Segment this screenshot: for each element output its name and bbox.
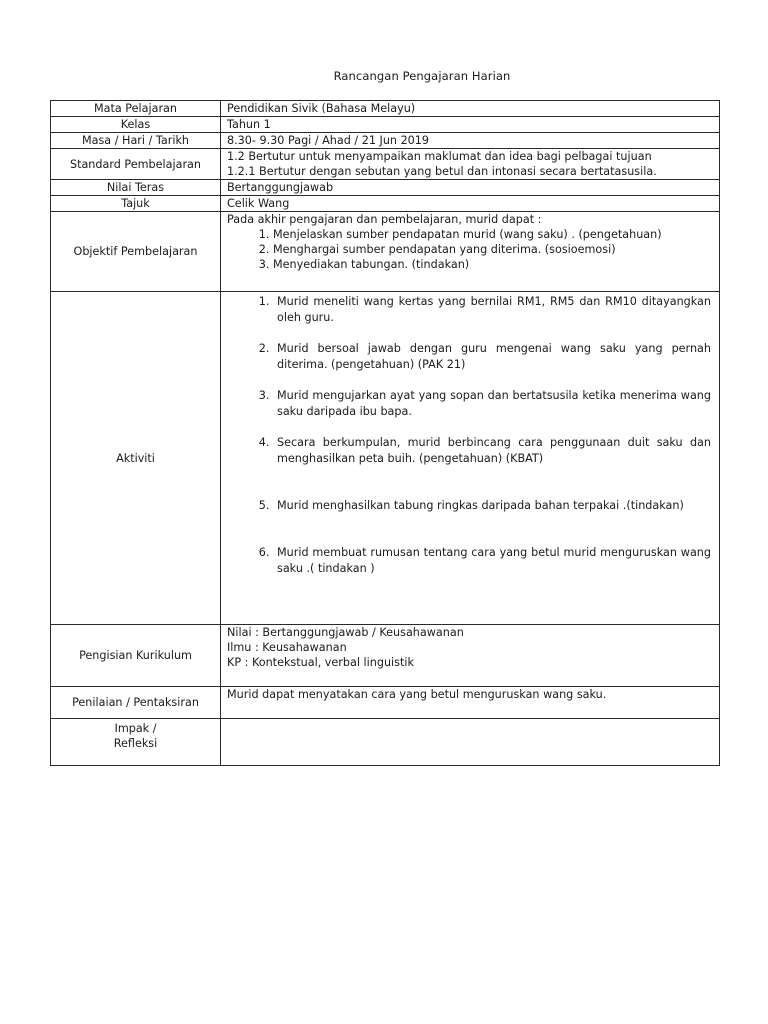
row-standard: [51, 149, 720, 180]
objektif-intro: Pada akhir pengajaran dan pembelajaran, murid dapat :: [227, 213, 542, 226]
aktiviti-item: 1. Murid meneliti wang kertas yang bernilai RM1, RM5 dan RM10 ditayangkan oleh guru.: [273, 294, 711, 326]
objektif-item: 2. Menghargai sumber pendapatan yang diterima. (sosioemosi): [273, 242, 711, 257]
value-objektif: [221, 212, 720, 292]
aktiviti-list: [227, 292, 711, 577]
label-kelas: Kelas: [51, 117, 221, 133]
value-mata-pelajaran: Pendidikan Sivik (Bahasa Melayu): [221, 101, 720, 117]
row-penilaian: [51, 687, 720, 719]
page-title: Rancangan Pengajaran Harian: [333, 69, 511, 83]
standard-line-1: 1.2 Bertutur untuk menyampaikan maklumat dan idea bagi pelbagai tujuan: [227, 150, 652, 163]
aktiviti-item: 4. Secara berkumpulan, murid berbincang cara penggunaan duit saku dan menghasilkan peta buih. (pengetahuan) (KBAT): [273, 435, 711, 467]
label-penilaian: Penilaian / Pentaksiran: [51, 687, 221, 719]
value-masa: 8.30- 9.30 Pagi / Ahad / 21 Jun 2019: [221, 133, 720, 149]
label-impak: [51, 719, 221, 766]
aktiviti-item: 5. Murid menghasilkan tabung ringkas daripada bahan terpakai .(tindakan): [273, 498, 711, 514]
label-mata-pelajaran: Mata Pelajaran: [51, 101, 221, 117]
row-impak: [51, 719, 720, 766]
objektif-item: 3. Menyediakan tabungan. (tindakan): [273, 257, 711, 272]
row-mata-pelajaran: [51, 101, 720, 117]
row-objektif: [51, 212, 720, 292]
aktiviti-item: 6. Murid membuat rumusan tentang cara yang betul murid menguruskan wang saku .( tindakan ): [273, 545, 711, 577]
value-penilaian: Murid dapat menyatakan cara yang betul menguruskan wang saku.: [221, 687, 720, 719]
value-nilai-teras: Bertanggungjawab: [221, 180, 720, 196]
value-kelas: Tahun 1: [221, 117, 720, 133]
impak-label-line-2: Refleksi: [113, 737, 158, 750]
pengisian-line-3: KP : Kontekstual, verbal linguistik: [227, 656, 414, 669]
aktiviti-item: 2. Murid bersoal jawab dengan guru mengenai wang saku yang pernah diterima. (pengetahuan) (PAK 21): [273, 341, 711, 373]
label-standard: Standard Pembelajaran: [51, 149, 221, 180]
label-nilai-teras: Nilai Teras: [51, 180, 221, 196]
value-pengisian: [221, 625, 720, 687]
standard-line-2: 1.2.1 Bertutur dengan sebutan yang betul dan intonasi secara bertatasusila.: [227, 165, 657, 178]
objektif-list: [227, 227, 711, 272]
label-pengisian: Pengisian Kurikulum: [51, 625, 221, 687]
row-pengisian: [51, 625, 720, 687]
objektif-item: 1. Menjelaskan sumber pendapatan murid (wang saku) . (pengetahuan): [273, 227, 711, 242]
value-tajuk: Celik Wang: [221, 196, 720, 212]
value-standard: [221, 149, 720, 180]
label-objektif: Objektif Pembelajaran: [51, 212, 221, 292]
label-tajuk: Tajuk: [51, 196, 221, 212]
row-tajuk: [51, 196, 720, 212]
label-aktiviti: Aktiviti: [51, 292, 221, 625]
pengisian-line-1: Nilai : Bertanggungjawab / Keusahawanan: [227, 626, 464, 639]
row-nilai-teras: [51, 180, 720, 196]
pengisian-line-2: Ilmu : Keusahawanan: [227, 641, 347, 654]
row-aktiviti: [51, 292, 720, 625]
lesson-plan-table: [50, 100, 720, 766]
label-masa: Masa / Hari / Tarikh: [51, 133, 221, 149]
row-kelas: [51, 117, 720, 133]
impak-label-line-1: Impak /: [114, 722, 157, 735]
aktiviti-item: 3. Murid mengujarkan ayat yang sopan dan bertatsusila ketika menerima wang saku daripada ibu bapa.: [273, 388, 711, 420]
value-aktiviti: [221, 292, 720, 625]
row-masa: [51, 133, 720, 149]
value-impak: [221, 719, 720, 766]
